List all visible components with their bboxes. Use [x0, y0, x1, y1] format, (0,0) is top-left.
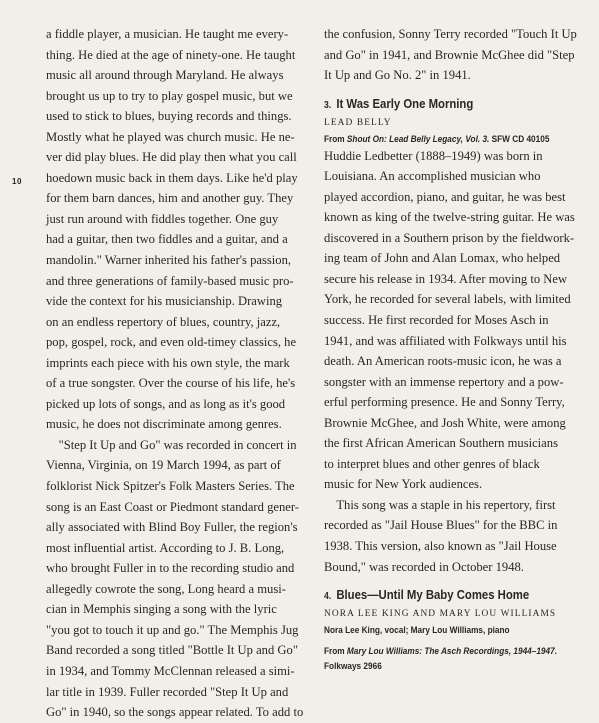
paragraph-line: Louisiana. An accomplished musician who [324, 169, 541, 184]
paragraph-line: This song was a staple in his repertory, first [324, 497, 556, 512]
paragraph-line: mandolin." Warner inherited his father's passion, [46, 253, 292, 268]
paragraph-line: had a guitar, then two fiddles and a guitar, and a [46, 232, 288, 247]
paragraph-line: erful performing presence. He and Sonny Terry, [324, 395, 565, 410]
paragraph-line: secure his release in 1934. After moving to New [324, 271, 568, 286]
source-album: Mary Lou Williams: The Asch Recordings, 1944–1947. [346, 645, 557, 657]
paragraph-line: thing. He died at the age of ninety-one. He taught [46, 47, 296, 62]
paragraph-line: Go" in 1940, so the songs appear related. To add to [46, 705, 304, 720]
paragraph-line: pop, gospel, rock, and even old-timey classics, he [46, 335, 297, 350]
paragraph-line: who brought Fuller in to the recording studio and [46, 561, 295, 576]
paragraph-line: known as king of the twelve-string guitar. He was [324, 210, 575, 225]
paragraph-line: most influential artist. According to J. B. Long, [46, 540, 285, 555]
source-prefix: From [324, 132, 347, 144]
paragraph-line: songster with an immense repertory and a pow- [324, 374, 564, 389]
paragraph-line: 1941, and was affiliated with Folkways until his [324, 333, 567, 348]
paragraph-line: "Step It Up and Go" was recorded in concert in [46, 437, 297, 452]
paragraph-line: It Up and Go No. 2" in 1941. [324, 68, 471, 83]
paragraph-line: for them barn dances, him and another guy. They [46, 191, 294, 206]
track-label: Folkways 2966 [324, 660, 382, 672]
paragraph-line: of a true songster. Over the course of his life, he's [46, 376, 296, 391]
paragraph-line: to interpret blues and other genres of black [324, 456, 540, 471]
paragraph-line: on an endless repertory of blues, country, jazz, [46, 314, 281, 329]
track-title: It Was Early One Morning [336, 95, 474, 111]
paragraph-line: in 1934, and Tommy McClennan released a simi- [46, 663, 295, 678]
paragraph-line: Band recorded a song titled "Bottle It Up and Go" [46, 643, 298, 658]
paragraph-line: cian in Memphis singing a song with the lyric [46, 602, 277, 617]
paragraph-line: lar title in 1939. Fuller recorded "Step It Up and [46, 684, 289, 699]
right-column [324, 24, 577, 673]
paragraph-line: just run around with fiddles together. One guy [46, 211, 279, 226]
paragraph-line: music all around through Maryland. He always [46, 68, 284, 83]
source-catalog: SFW CD 40105 [489, 132, 550, 144]
track-3-heading [324, 94, 539, 114]
paragraph-line: ally associated with Blind Boy Fuller, the region's [46, 520, 298, 535]
track-artist: NORA LEE KING AND MARY LOU WILLIAMS [324, 609, 557, 620]
paragraph-line: ing team of John and Alan Lomax, who helped [324, 251, 561, 266]
paragraph-line: recorded as "Jail House Blues" for the BBC in [324, 518, 558, 533]
paragraph-line: picked up lots of songs, and as long as it's good [46, 396, 286, 411]
paragraph-line: Brownie McGhee, and Josh White, were among [324, 415, 566, 430]
paragraph-line: Bound," was recorded in October 1948. [324, 559, 524, 574]
paragraph-line: death. An American roots-music icon, he was a [324, 354, 562, 369]
left-column [46, 24, 304, 723]
paragraph-line: the first African American Southern musicians [324, 436, 558, 451]
paragraph-line: allegedly cowrote the song, Long heard a musi- [46, 581, 286, 596]
paragraph-line: the confusion, Sonny Terry recorded "Touch It Up [324, 27, 577, 41]
track-number: 4. [324, 591, 332, 603]
track-artist: LEAD BELLY [324, 117, 392, 128]
paragraph-line: folklorist Nick Spitzer's Folk Masters Series. The [46, 479, 295, 494]
track-source [324, 131, 550, 146]
paragraph-line: 1938. This version, also known as "Jail House [324, 539, 557, 554]
source-album: Shout On: Lead Belly Legacy, Vol. 3. [346, 132, 490, 144]
paragraph-line: song is an East Coast or Piedmont standard gener- [46, 499, 299, 514]
page-number: 10 [12, 177, 22, 186]
paragraph-line: Mostly what he played was church music. He ne- [46, 129, 295, 144]
paragraph-line: imprints each piece with his own style, the mark [46, 355, 290, 370]
source-prefix: From [324, 645, 347, 657]
paragraph-line: York, he recorded for several labels, with limited [324, 292, 571, 307]
track-number: 3. [324, 99, 332, 111]
track-credits: Nora Lee King, vocal; Mary Lou Williams, piano [324, 624, 510, 636]
paragraph-line: success. He first recorded for Moses Asch in [324, 313, 549, 328]
paragraph-line: music for New York audiences. [324, 477, 483, 492]
paragraph-line: brought us up to try to play gospel music, but we [46, 88, 293, 103]
track-source [324, 643, 557, 658]
paragraph-line: hoedown music back in them days. Like he'd play [46, 170, 298, 185]
paragraph-line: played accordion, piano, and guitar, he was best [324, 189, 566, 204]
paragraph-line: Huddie Ledbetter (1888–1949) was born in [324, 148, 543, 163]
paragraph-line: and three generations of family-based music pro- [46, 273, 294, 288]
paragraph-line: music, he does not discriminate among genres. [46, 417, 282, 432]
track-title: Blues—Until My Baby Comes Home [336, 587, 530, 603]
paragraph-line: vide the context for his musicianship. Drawing [46, 294, 283, 309]
paragraph-line: used to stick to blues, buying records and things. [46, 109, 292, 124]
paragraph-line: ver did play blues. He did play then what you call [46, 150, 297, 165]
track-4-heading [324, 585, 539, 605]
paragraph-line: discovered in a Southern prison by the fieldwork- [324, 230, 575, 245]
paragraph-line: Vienna, Virginia, on 19 March 1994, as part of [46, 458, 281, 473]
paragraph-line: "you got to touch it up and go." The Memphis Jug [46, 622, 299, 637]
paragraph-line: a fiddle player, a musician. He taught me every- [46, 27, 289, 41]
paragraph-line: and Go" in 1941, and Brownie McGhee did "Step [324, 47, 575, 62]
